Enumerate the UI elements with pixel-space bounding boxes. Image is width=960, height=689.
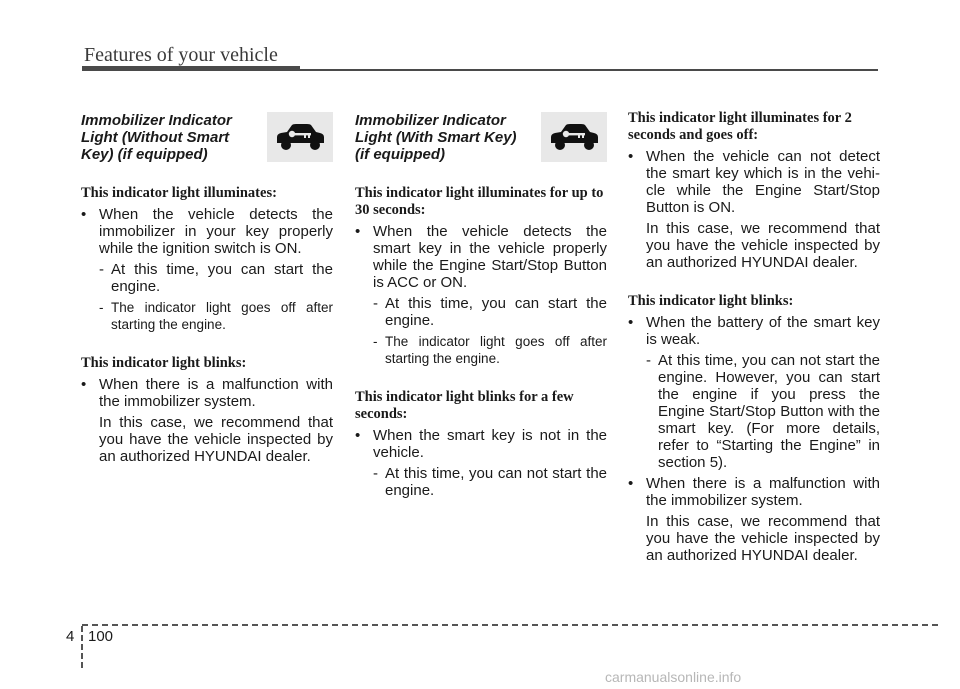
heading-blinks: This indicator light blinks for a few seconds: [355,389,574,422]
bullet-item: • When the vehicle detects the immobilizer in your key properly while the ignition switch is ON. [81,206,333,257]
dash-text: The indicator light goes off after starting the engine. [385,334,607,366]
dash-item: - At this time, you can not start the engine. [373,465,607,499]
column-immobilizer-with-smart-key [355,112,607,503]
dash-item: - The indicator light goes off after starting the engine. [373,334,607,366]
dash-item: - At this time, you can not start the engine. However, you can start the engine if you press the Engine Start/Stop Button with the smart key. (For more details, refer to “Starting the Engine” in section 5). [646,352,880,471]
dash-text: At this time, you can start the engine. [111,261,333,295]
section-header [81,112,333,163]
bullet-item: • When the battery of the smart key is weak. [628,314,880,348]
section-header [355,112,607,163]
paragraph: In this case, we recommend that you have the vehicle inspected by an authorized HYUNDAI dealer. [646,220,880,271]
page-number: 100 [88,628,114,645]
dash-item: - The indicator light goes off after starting the engine. [99,300,333,332]
dash-text: At this time, you can not start the engine. [385,465,607,499]
heading-illuminates: This indicator light illuminates for 2 seconds and goes off: [628,110,852,143]
paragraph: In this case, we recommend that you have the vehicle inspected by an authorized HYUNDAI dealer. [646,513,880,564]
heading-blinks: This indicator light blinks: [628,293,794,309]
car-key-indicator-icon [548,122,600,152]
car-key-indicator-icon [274,122,326,152]
bullet-item: • When the smart key is not in the vehicle. [355,427,607,461]
header-rule-dark [82,66,300,71]
bullet-item: • When there is a malfunction with the immobilizer system. [628,475,880,509]
heading-blinks: This indicator light blinks: [81,355,247,371]
watermark: carmanualsonline.info [605,669,742,685]
indicator-icon-box [267,112,333,162]
dash-item: - At this time, you can start the engine. [373,295,607,329]
dash-text: At this time, you can start the engine. [385,295,607,329]
section-number: 4 [66,628,75,645]
heading-illuminates: This indicator light illuminates: [81,185,277,201]
page-header-title: Features of your vehicle [84,44,278,66]
dash-text: The indicator light goes off after starting the engine. [111,300,333,332]
header-rule-thin [300,69,878,71]
dash-item: - At this time, you can start the engine. [99,261,333,295]
column-continued [628,110,880,568]
indicator-icon-box [541,112,607,162]
dash-text: At this time, you can not start the engine. However, you can start the engine if you press the Engine Start/Stop Button with the smart key. (For more details, refer to “Starting the Engine” in section 5). [658,352,880,471]
column-immobilizer-without-smart-key [81,112,333,469]
heading-illuminates: This indicator light illuminates for up to 30 seconds: [355,185,604,218]
section-title: Immobilizer Indicator Light (Without Smart Key) (if equipped) [81,112,232,163]
section-title: Immobilizer Indicator Light (With Smart Key) (if equipped) [355,112,517,163]
footer-rule [82,624,938,626]
bullet-item: • When the vehicle can not detect the smart key which is in the vehi-cle while the Engine Start/Stop Button is ON. [628,148,880,216]
bullet-item: • When the vehicle detects the smart key in the vehicle properly while the Engine Start/Stop Button is ACC or ON. [355,223,607,291]
bullet-item: • When there is a malfunction with the immobilizer system. [81,376,333,410]
footer-divider [81,626,83,668]
paragraph: In this case, we recommend that you have the vehicle inspected by an authorized HYUNDAI dealer. [99,414,333,465]
